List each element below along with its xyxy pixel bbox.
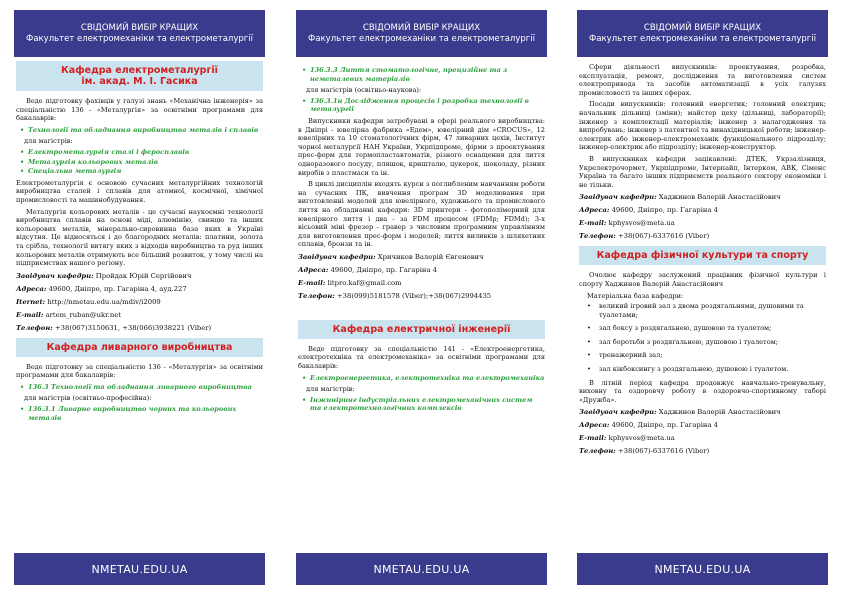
facility-item: • тренажерний зал; — [599, 351, 826, 360]
contact-block: Завідувач кафедри: Пройдак Юрій Сергійович Адреса: 49600, Дніпро, пр. Гагаріна 4, ауд.227 Iternet: http://nmetau.edu.ua/mdiv/i2009 E-mail: artem_ruban@ukr.net Телефон: +38(067)3150631, +38(066)3938221 (Viber) — [16, 271, 212, 332]
phone: +38(099)5181578 (Viber);+38(067)2994435 — [336, 291, 492, 300]
header-line2: Факультет електромеханіки та електрометалургії — [589, 33, 816, 44]
panel-1 — [14, 0, 265, 595]
facility-item: • зал боксу з роздягальнею, душовою та туалетом; — [599, 324, 826, 333]
bachelor-programs — [298, 374, 545, 383]
intro-text: Веде підготовку за спеціальністю 136 - «Металургія» за освітніми програмами для бакалаврів: — [16, 362, 263, 380]
address: 49600, Дніпро, пр. Гагаріна 4 — [611, 421, 718, 430]
address: 49600, Дніпро, пр. Гагаріна 4 — [611, 206, 718, 215]
panel-header — [577, 10, 828, 57]
paragraph: В літній період кафедра продовжує навчально-тренувальну, виховну та оздоровчу роботу в оздоровчо-спортивному таборі «Дружба». — [579, 378, 826, 404]
masters-label: для магістрів (освітньо-наукова): — [306, 86, 422, 95]
paragraph: Випускники кафедри затребувані в сфері реального виробництва: в Дніпрі - ювелірна фабрика «Едем», ювелірний дім «CROCUS», 12 ювелірних та 10 стоматологічних фірм, 47 ливарних цехів, Інститут чорної металургії НАН України, Укрпідпроме, фірми з проектування прес-форм для термопластавтоматів, різного оснащення для лиття одноразового посуду, пляшок, кришталю, цукерок, шоколаду, різних виробів з пластмаси та ін. — [298, 116, 545, 177]
section-title-electrometallurgy: Кафедра електрометалургії ім. акад. М. І. Гасика — [16, 61, 263, 91]
contact-block: Завідувач кафедри: Хаджинов Валерій Анастасійович Адреса: 49600, Дніпро, пр. Гагаріна 4 E-mail: kphysvos@meta.ua Телефон: +38(067)-6337616 (Viber) — [579, 193, 781, 241]
paragraph: Електрометалургія є основою сучасних металургійних технологій виробництва сталей і сплавів для атомної, космічної, хімічної промисловості та машинобудування. — [16, 178, 263, 204]
program-item: • Технології та обладнання виробництва металів і сплавів — [28, 126, 263, 135]
paragraph: Металургія кольорових металів - це сучасні наукоємні технології виробництва сплавів на основі міді, алюмінію, свинцю та інших кольорових металів, мінерально-сировинна база яких в Україні відсутня. Це відносяться і до благородних металів: платини, золота та срібла, технології витягу яких з відходів виробництва та руд інших кольорових металів отримують все більший розвиток, у тому числі на підприємствах нашого регіону. — [16, 207, 263, 268]
masters-label: для магістрів: — [24, 137, 73, 146]
masters-label: для магістрів (освітньо-професійна): — [24, 394, 152, 403]
facility-item: • зал боротьби з роздягальнею, душовою і туалетом; — [599, 338, 826, 347]
facility-item: • великий ігровий зал з двома роздягальнями, душовими та туалетами; — [599, 302, 826, 319]
email-link[interactable]: litpro.kaf@gmail.com — [327, 278, 402, 287]
base-label: Матеріальна база кафедри: — [587, 291, 684, 300]
section-title-sport: Кафедра фізичної культури та спорту — [579, 246, 826, 265]
phone: +38(067)-6337616 (Viber) — [617, 232, 710, 241]
header-line1: СВІДОМИЙ ВИБІР КРАЩИХ — [643, 22, 762, 33]
bachelor-programs — [16, 126, 263, 135]
paragraph: В випускниках кафедри зацікавлені: ДТЕК, Укрзалізниця, Укрелектрочормет, Укрпідпроме, Інтерпайп, Інтерком, АВК, Сіменс Україна та багато інших підприємств реального сектору економіки і не тільки. — [579, 154, 826, 189]
header-line1: СВІДОМИЙ ВИБІР КРАЩИХ — [80, 22, 199, 33]
program-item: • Металургія кольорових металів — [28, 158, 263, 167]
program-item: • Спеціальна металургія — [28, 167, 263, 176]
panel-2 — [296, 0, 547, 595]
email-link[interactable]: artem_ruban@ukr.net — [45, 310, 121, 319]
program-item: • 136.3.1 Ливарне виробництво чорних та кольорових металів — [28, 405, 263, 422]
phone: +38(067)-6337616 (Viber) — [617, 447, 710, 456]
program-item: • 136.3 Технології та обладнання ливарного виробництва — [28, 383, 263, 392]
panel-header — [296, 10, 547, 57]
footer-website[interactable]: NMETAU.EDU.UA — [14, 553, 265, 585]
address: 49600, Дніпро, пр. Гагаріна 4, ауд.227 — [48, 284, 187, 293]
intro-text: Веде підготовку за спеціальністю 141 - «Електроенергетика, електротехніка та електромеханіка» за освітніми програмами для бакалаврів: — [298, 344, 545, 371]
website-link[interactable]: http://nmetau.edu.ua/mdiv/i2009 — [47, 297, 161, 306]
email-link[interactable]: kphysvos@meta.ua — [608, 434, 675, 443]
email-link[interactable]: kphysvos@meta.ua — [608, 219, 675, 228]
facility-list — [579, 302, 826, 374]
program-list — [298, 97, 545, 114]
phone: +38(067)3150631, +38(066)3938221 (Viber) — [54, 323, 212, 332]
program-item: • Інжиніринг індустріальних електромеханічних систем та електротехнологічних комплексів — [310, 396, 545, 413]
section-title-foundry: Кафедра ливарного виробництва — [16, 338, 263, 357]
contact-block: Завідувач кафедри: Хаджинов Валерій Анастасійович Адреса: 49600, Дніпро, пр. Гагаріна 4 E-mail: kphysvos@meta.ua Телефон: +38(067)-6337616 (Viber) — [579, 408, 781, 456]
program-item: • Електрометалургія сталі і феросплавів — [28, 148, 263, 157]
paragraph: Посади випускників: головний енергетик; головний електрик; начальник дільниці (зміни); майстер цеху (дільниці, лабораторії); інженер з комплектації матеріалів; інженер з налагодження та випробувань; інженер з патентної та винахідницької роботи; інженер-електрик або інженер-електромеханік функціонального підрозділу; інженер-електрик або підрозділу; інженер-конструктор. — [579, 100, 826, 152]
master-programs — [298, 396, 545, 413]
section-title-electrical: Кафедра електричної інженерії — [298, 320, 545, 339]
bachelor-programs — [16, 383, 263, 392]
head-name: Хаджинов Валерій Анастасійович — [658, 408, 781, 417]
master-programs — [16, 148, 263, 176]
header-line1: СВІДОМИЙ ВИБІР КРАЩИХ — [362, 22, 481, 33]
footer-website[interactable]: NMETAU.EDU.UA — [296, 553, 547, 585]
address: 49600, Дніпро, пр. Гагаріна 4 — [330, 265, 437, 274]
head-name: Хаджинов Валерій Анастасійович — [658, 193, 781, 202]
program-item: • 136.3.3 Лиття стоматологічне, прецизійне та з неметалевих матеріалів — [310, 66, 545, 83]
head-name: Хричиков Валерій Євгенович — [377, 252, 484, 261]
program-item: • 136.3.1н Дослідження процесів і розробка технології в металургії — [310, 97, 545, 114]
facility-item: • зал кікбоксингу з роздягальнею, душовою і туалетом. — [599, 365, 826, 374]
paragraph: Очолює кафедру заслужений працівник фізичної культури і спорту Хаджинов Валерій Анастасійович — [579, 271, 826, 288]
panel-header — [14, 10, 265, 57]
masters-label: для магістрів: — [306, 385, 355, 394]
panel-3 — [577, 0, 828, 595]
paragraph: Сфери діяльності випускників: проектування, розробка, експлуатація, ремонт, дослідження та виготовлення систем електропривода та засобів автоматизації в усіх галузях промисловості та інших сферах. — [579, 63, 826, 97]
header-line2: Факультет електромеханіки та електрометалургії — [26, 33, 253, 44]
program-list — [298, 66, 545, 83]
header-line2: Факультет електромеханіки та електрометалургії — [308, 33, 535, 44]
program-item: • Електроенергетика, електротехніка та електромеханіка — [310, 374, 545, 383]
footer-website[interactable]: NMETAU.EDU.UA — [577, 553, 828, 585]
intro-text: Веде підготовку фахівців у галузі знань «Механічна інженерія» за спеціальністю 136 - «Металургія» за освітніми програмами для бакалаврів: — [16, 97, 263, 123]
contact-block: Завідувач кафедри: Хричиков Валерій Євгенович Адреса: 49600, Дніпро, пр. Гагаріна 4 E-mail: litpro.kaf@gmail.com Телефон: +38(099)5181578 (Viber);+38(067)2994435 — [298, 252, 492, 300]
master-programs — [16, 405, 263, 422]
head-name: Пройдак Юрій Сергійович — [95, 271, 192, 280]
paragraph: В циклі дисциплін входять курси з поглибленим навчанням роботи на сучасних ПК, вивчення програм 3D моделювання при виготовленні моделей для ювелірного, художнього та промислового лиття на обладнанні кафедри: 3D принтери - фотополімерний для ювелірного лиття і два - за FDM процесом (FDMp; FDMd); 3-х вісьовий міні фрезер - гравер з числовим програмним управлінням для виготовлення прес-форм і моделей; лиття виливків з шляхетних сплавів, бронзи та ін. — [298, 180, 545, 249]
